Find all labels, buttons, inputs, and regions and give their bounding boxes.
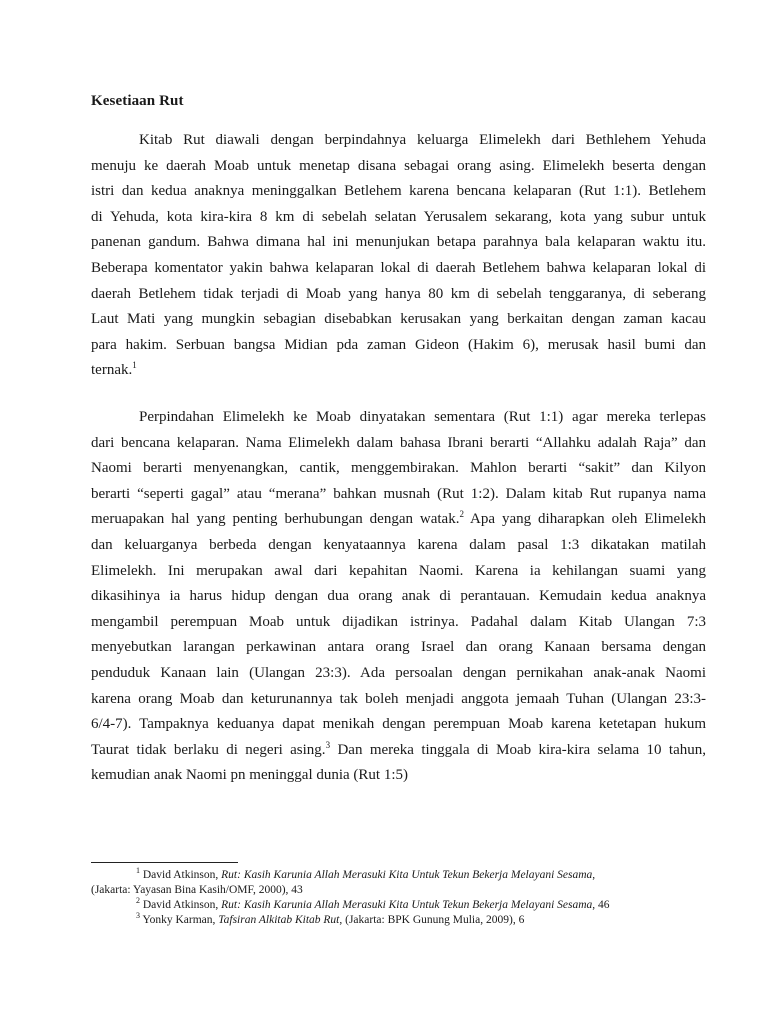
text-line: kemudian anak Naomi pn meninggal dunia (Rut 1:5) [91,767,409,784]
footnote-1 [91,868,711,883]
text-line: menuju ke daerah Moab untuk menetap disana sebagai orang asing. Elimelekh beserta dengan [91,157,706,174]
text-line: istri dan kedua anaknya meninggalkan Betlehem karena bencana kelaparan (Rut 1:1). Betlehem [91,183,706,200]
footnote-3 [91,913,711,928]
text-segment: Apa yang diharapkan oleh Elimelekh [463,511,706,528]
text-line: Kitab Rut diawali dengan berpindahnya keluarga Elimelekh dari Bethlehem Yehuda [139,132,706,148]
text-segment: Dan mereka tinggala di Moab kira-kira selama 10 tahun, [330,741,707,758]
footnote-author: Yonky Karman, [142,914,219,926]
text-line [91,738,706,764]
footnotes [91,868,711,928]
footnote-author: David Atkinson, [142,869,222,881]
text-line: Laut Mati yang mungkin sebagian disebabkan kerusakan yang berkaitan dengan zaman kacau [91,311,706,328]
text-line: di Yehuda, kota kira-kira 8 km di sebelah selatan Yerusalem sekarang, kota yang subur untuk [91,208,706,225]
footnote-separator [91,862,238,863]
text-line: 6/4-7). Tampaknya keduanya dapat menikah dengan perempuan Moab karena ketetapan hukum [91,716,706,733]
text-line [91,358,706,384]
text-line: Perpindahan Elimelekh ke Moab dinyatakan sementara (Rut 1:1) agar mereka terlepas [139,409,706,425]
text-segment: Taurat tidak berlaku di negeri asing. [91,741,326,758]
footnote-text: , (Jakarta: BPK Gunung Mulia, 2009), 6 [339,914,525,926]
footnote-ref-1: 1 [132,360,137,371]
footnote-ref-3: 3 [325,739,331,750]
footnote-number: 3 [136,911,140,921]
document-title: Kesetiaan Rut [91,93,184,109]
footnote-2 [91,898,711,913]
text-line: panenan gandum. Bahwa dimana hal ini menunjukan betapa parahnya bala kelaparan waktu itu. [91,234,706,251]
footnote-book-title: Tafsiran Alkitab Kitab Rut [218,914,340,926]
text-line [91,507,706,533]
text-line: Elimelekh. Ini merupakan awal dari kepahitan Naomi. Karena ia kehilangan suami yang [91,562,706,579]
text-segment: meruapakan hal yang penting berhubungan dengan watak. [91,511,460,528]
text-line: daerah Betlehem tidak terjadi di Moab yang hanya 80 km di sebelah tenggaranya, di seberang [91,285,706,302]
footnote-ref-2: 2 [459,509,464,520]
text-line: para hakim. Serbuan bangsa Midian pda zaman Gideon (Hakim 6), merusak hasil bumi dan [91,336,706,353]
text-line: mengambil perempuan Moab untuk dijadikan istrinya. Padahal dalam Kitab Ulangan 7:3 [91,613,706,630]
text-line: berarti “seperti gagal” atau “merana” bahkan musnah (Rut 1:2). Dalam kitab Rut rupanya nama [91,485,706,502]
footnote-number: 2 [136,896,140,906]
paragraph-1 [91,128,706,384]
text-line: penduduk Kanaan lain (Ulangan 23:3). Ada persoalan dengan pernikahan anak-anak Naomi [91,664,706,681]
text-line: Naomi berarti menyenangkan, cantik, menggembirakan. Mahlon berarti “sakit” dan Kilyon [91,460,706,477]
paragraph-2 [91,405,706,789]
text-line: dari bencana kelaparan. Nama Elimelekh dalam bahasa Ibrani berarti “Allahku adalah Raja” dan [91,434,706,451]
footnote-1-continuation: (Jakarta: Yayasan Bina Kasih/OMF, 2000), 43 [91,884,303,896]
footnote-text: , 46 [592,899,610,911]
footnote-text: , [592,869,596,881]
text-line: menyebutkan larangan perkawinan antara orang Israel dan orang Kanaan bersama dengan [91,639,706,656]
text-line: Beberapa komentator yakin bahwa kelaparan lokal di daerah Betlehem bahwa kelaparan lokal di [91,259,706,276]
footnote-number: 1 [136,866,140,876]
footnote-author: David Atkinson, [142,899,222,911]
text-line: dan keluarganya berbeda dengan kenyataannya karena dalam pasal 1:3 dikatakan matilah [91,536,706,553]
footnote-book-title: Rut: Kasih Karunia Allah Merasuki Kita Untuk Tekun Bekerja Melayani Sesama [221,869,593,881]
text-line: dikasihinya ia harus hidup dengan dua orang anak di perantauan. Kemudain kedua anaknya [91,588,706,605]
footnote-book-title: Rut: Kasih Karunia Allah Merasuki Kita Untuk Tekun Bekerja Melayani Sesama [221,899,593,911]
text-line: karena orang Moab dan keturunannya tak boleh menjadi anggota jemaah Tuhan (Ulangan 23:3- [91,690,706,707]
text-segment: ternak. [91,362,133,379]
